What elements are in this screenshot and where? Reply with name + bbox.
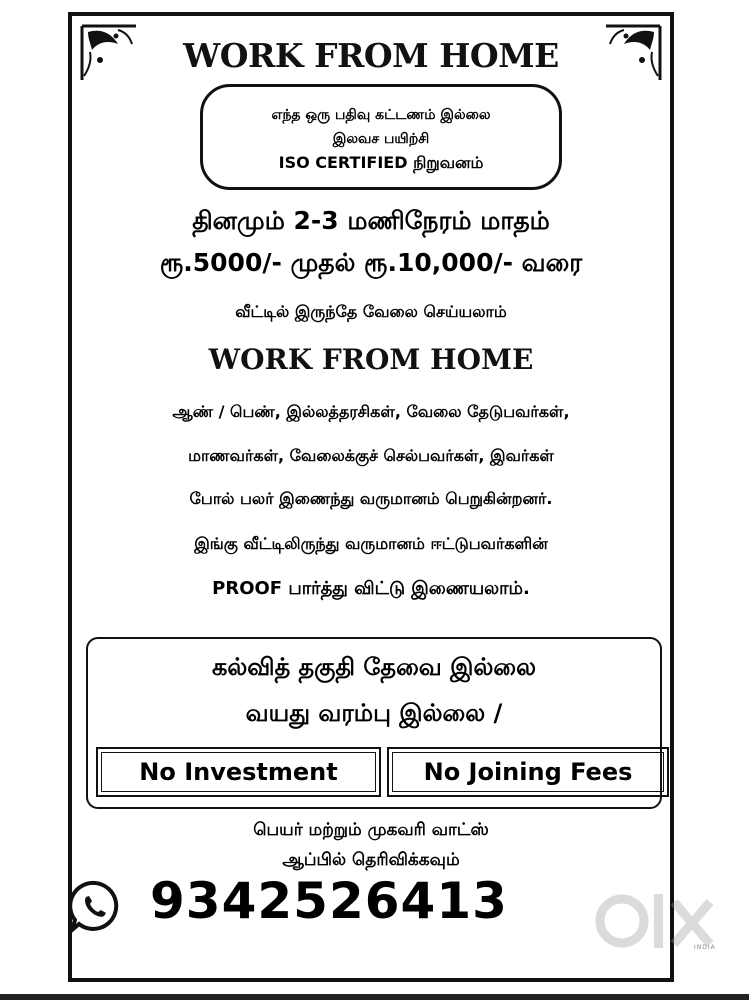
- description-line: போல் பலர் இணைந்து வருமானம் பெறுகின்றனர்.: [189, 489, 553, 508]
- bottom-strip: [0, 994, 749, 1000]
- requirements-box: [86, 637, 662, 809]
- section-title: WORK FROM HOME: [208, 343, 534, 376]
- no-joining-fees-badge: No Joining Fees: [387, 747, 669, 797]
- description-line: PROOF பார்த்து விட்டு இணையலாம்.: [212, 578, 530, 599]
- footer-line: ஆப்பில் தெரிவிக்கவும்: [282, 850, 460, 870]
- no-investment-badge: No Investment: [96, 747, 381, 797]
- poster-title: WORK FROM HOME: [183, 36, 559, 75]
- phone-number[interactable]: 9342526413: [150, 872, 508, 930]
- description-line: மாணவர்கள், வேலைக்குச் செல்பவர்கள், இவர்கள்: [188, 446, 554, 465]
- earnings-hours: தினமும் 2-3 மணிநேரம் மாதம்: [192, 206, 550, 235]
- requirement-age: வயது வரம்பு இல்லை /: [245, 699, 503, 727]
- requirement-education: கல்வித் தகுதி தேவை இல்லை: [211, 653, 536, 681]
- olx-watermark-sub: INDIA: [694, 944, 716, 951]
- poster-frame: [68, 12, 674, 982]
- pill-line-registration: எந்த ஒரு பதிவு கட்டணம் இல்லை: [271, 107, 491, 123]
- earnings-home: வீட்டில் இருந்தே வேலை செய்யலாம்: [235, 302, 507, 321]
- pill-line-certified: ISO CERTIFIED நிறுவனம்: [278, 153, 484, 172]
- footer-line: பெயர் மற்றும் முகவரி வாட்ஸ்: [253, 820, 489, 840]
- pill-line-training: இலவச பயிற்சி: [332, 131, 430, 147]
- description-line: இங்கு வீட்டிலிருந்து வருமானம் ஈட்டுபவர்களின்: [194, 534, 548, 553]
- whatsapp-icon: [66, 878, 124, 936]
- earnings-amount: ரூ.5000/- முதல் ரூ.10,000/- வரை: [159, 248, 583, 277]
- info-pill: [200, 84, 562, 190]
- description-line: ஆண் / பெண், இல்லத்தரசிகள், வேலை தேடுபவர்கள்,: [172, 402, 570, 421]
